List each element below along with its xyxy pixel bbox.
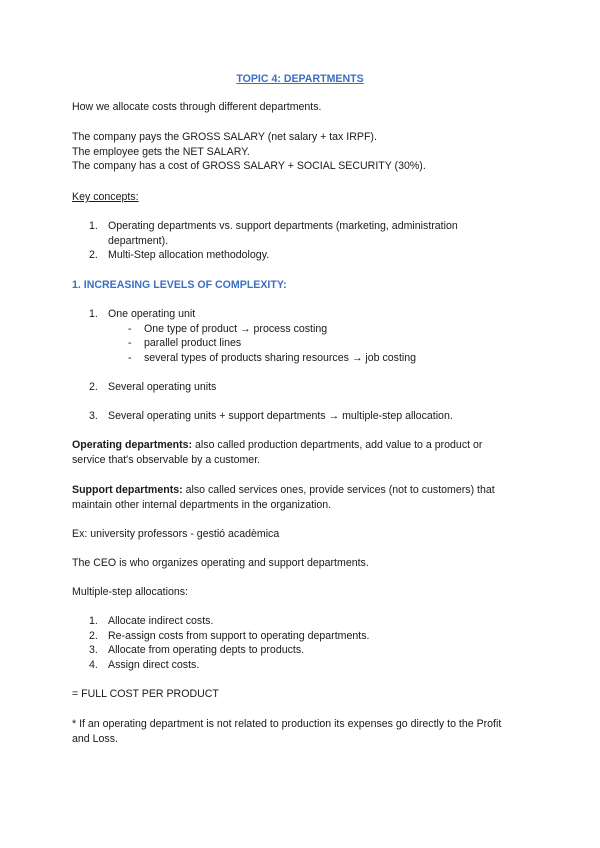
list-number: 2. xyxy=(89,381,98,393)
salary-block xyxy=(72,130,532,174)
support-definition xyxy=(72,483,532,512)
definition-term: Support departments: xyxy=(72,484,183,496)
sub-list-item xyxy=(72,336,532,351)
list-text: department). xyxy=(108,234,169,247)
note-line: * If an operating department is not related to production its expenses go directly to the Profit xyxy=(72,718,502,730)
list-text: One operating unit xyxy=(108,308,196,320)
list-item xyxy=(72,629,532,644)
list-item xyxy=(72,248,532,263)
list-text: Operating departments vs. support departments (marketing, administration xyxy=(108,220,458,232)
list-text: Re-assign costs from support to operating departments. xyxy=(108,629,370,642)
definition-text: maintain other internal departments in the organization. xyxy=(72,498,332,511)
list-text: Several operating units xyxy=(108,381,217,393)
note-line: and Loss. xyxy=(72,732,118,745)
intro-text: How we allocate costs through different departments. xyxy=(72,101,322,113)
definition-text: service that's observable by a customer. xyxy=(72,453,261,466)
complexity-list xyxy=(72,307,532,365)
dash-bullet: - xyxy=(128,322,132,335)
multistep-list xyxy=(72,614,532,672)
salary-line: The company has a cost of GROSS SALARY + SOCIAL SECURITY (30%). xyxy=(72,160,426,172)
key-concepts-list xyxy=(72,219,532,263)
list-text: Allocate from operating depts to products. xyxy=(108,644,305,656)
salary-line: The company pays the GROSS SALARY (net salary + tax IRPF). xyxy=(72,131,377,143)
complexity-item-2 xyxy=(72,380,532,395)
list-text: Multi-Step allocation methodology. xyxy=(108,249,270,261)
dash-bullet: - xyxy=(128,351,132,364)
full-cost-text: = FULL COST PER PRODUCT xyxy=(72,688,219,700)
sub-list-text: One type of product → process costing xyxy=(144,322,328,335)
multistep-label: Multiple-step allocations: xyxy=(72,586,188,598)
definition-term: Operating departments: xyxy=(72,439,193,451)
sub-list-item xyxy=(72,322,532,337)
salary-line: The employee gets the NET SALARY. xyxy=(72,145,250,158)
sub-list-text: parallel product lines xyxy=(144,337,242,349)
list-item xyxy=(72,409,532,424)
list-item xyxy=(72,643,532,658)
page-title: TOPIC 4: DEPARTMENTS xyxy=(236,73,364,85)
list-number: 4. xyxy=(89,658,98,671)
list-item xyxy=(72,219,532,248)
complexity-item-3 xyxy=(72,409,532,424)
list-item xyxy=(72,658,532,673)
definition-text: also called production departments, add value to a product or xyxy=(192,439,483,451)
list-number: 2. xyxy=(89,629,98,642)
list-number: 3. xyxy=(89,410,98,422)
definition-text: also called services ones, provide services (not to customers) that xyxy=(182,484,495,496)
list-text: Several operating units + support departments → multiple-step allocation. xyxy=(108,410,453,422)
list-number: 1. xyxy=(89,220,98,232)
list-item xyxy=(72,614,532,629)
key-concepts-label: Key concepts: xyxy=(72,191,139,203)
sub-list-item xyxy=(72,351,532,366)
list-number: 3. xyxy=(89,644,98,656)
example-text: Ex: university professors - gestió acadèmica xyxy=(72,528,280,540)
list-item xyxy=(72,307,532,322)
list-text: Assign direct costs. xyxy=(108,658,200,671)
dash-bullet: - xyxy=(128,337,132,349)
ceo-text: The CEO is who organizes operating and support departments. xyxy=(72,557,369,569)
operating-definition xyxy=(72,438,532,467)
list-number: 2. xyxy=(89,249,98,261)
note-text xyxy=(72,717,532,746)
list-number: 1. xyxy=(89,615,98,627)
section-heading: 1. INCREASING LEVELS OF COMPLEXITY: xyxy=(72,279,287,291)
list-number: 1. xyxy=(89,308,98,320)
list-text: Allocate indirect costs. xyxy=(108,615,214,627)
sub-list-text: several types of products sharing resources → job costing xyxy=(144,351,417,364)
list-item xyxy=(72,380,532,395)
